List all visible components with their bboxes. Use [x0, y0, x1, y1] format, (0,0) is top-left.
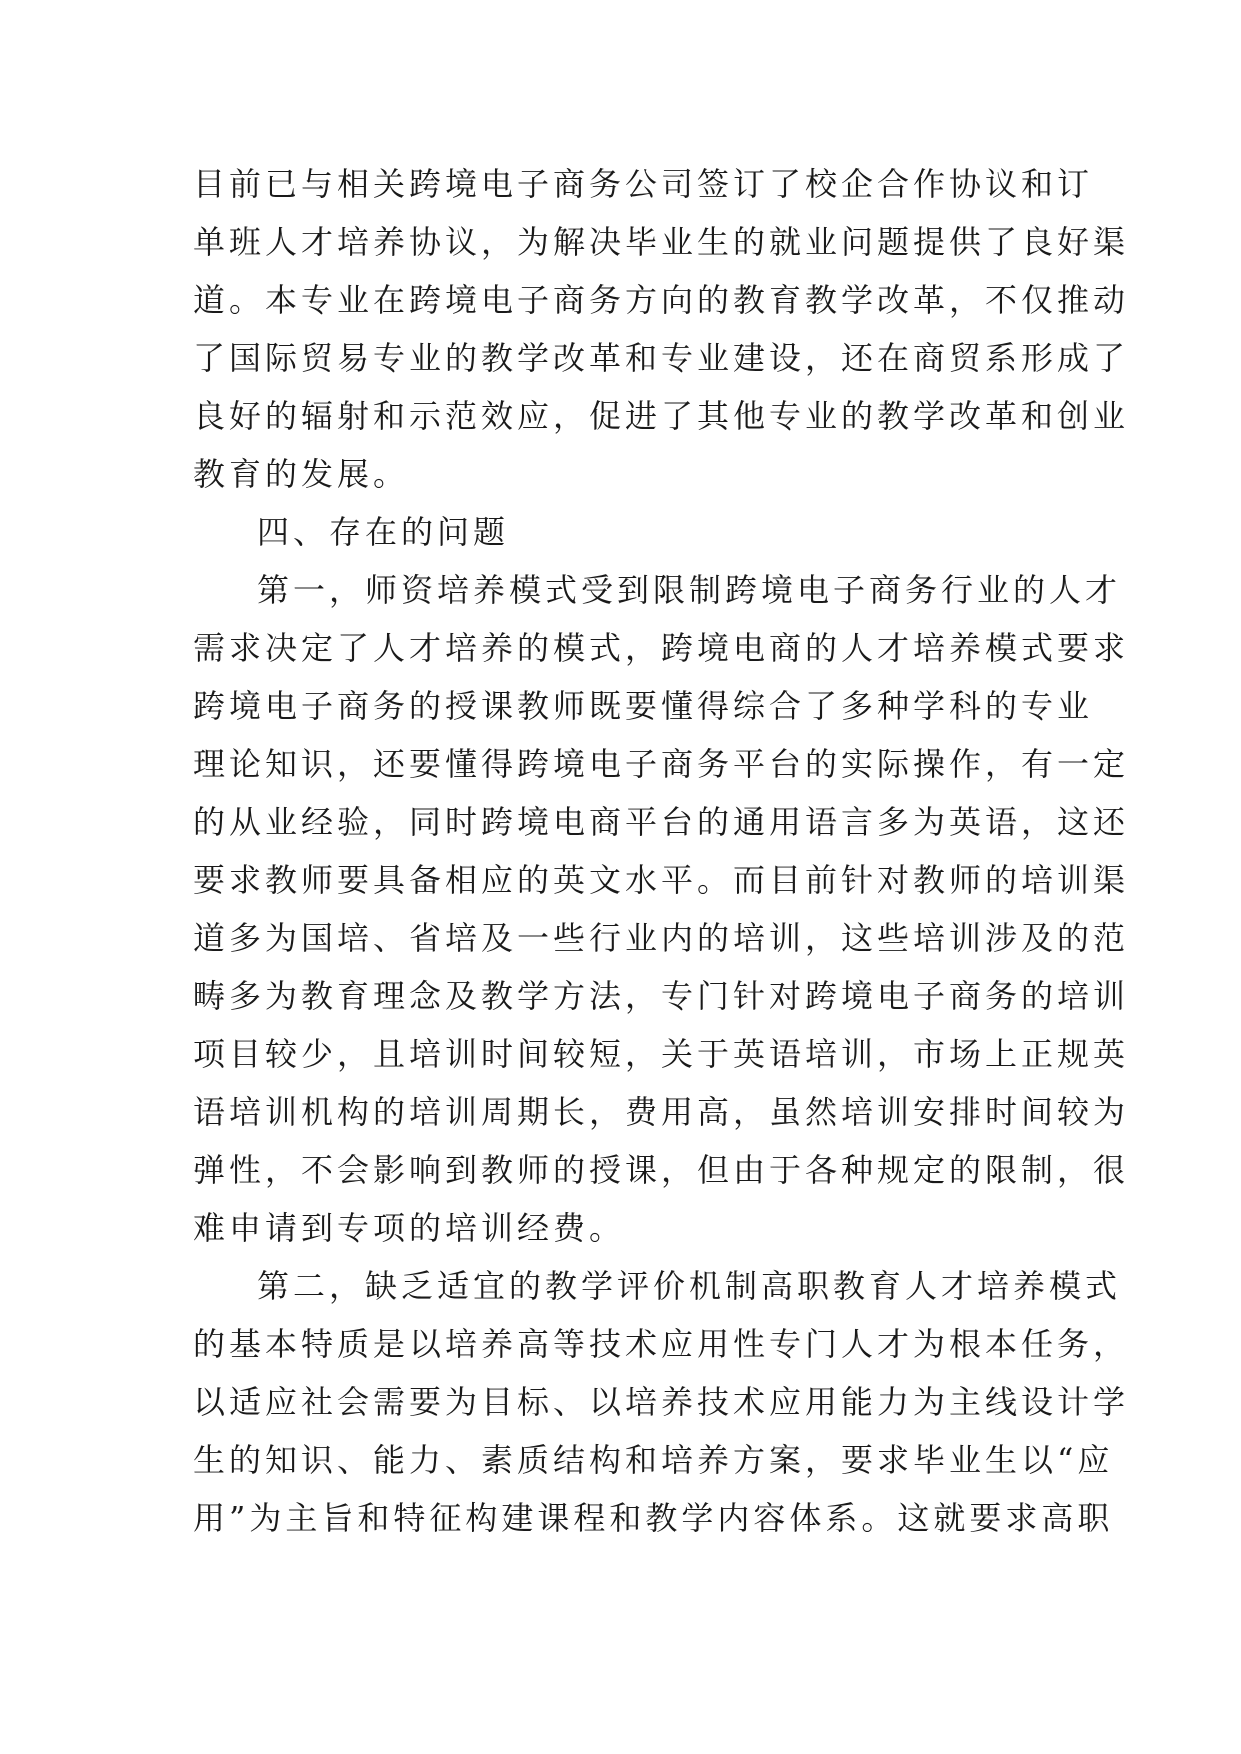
text-line: 了国际贸易专业的教学改革和专业建设，还在商贸系形成了 [193, 339, 1130, 377]
text-line: 单班人才培养协议，为解决毕业生的就业问题提供了良好渠 [193, 223, 1130, 261]
section-heading: 四、存在的问题 [257, 513, 510, 551]
text-line: 需求决定了人才培养的模式，跨境电商的人才培养模式要求 [193, 629, 1130, 667]
text-line: 难申请到专项的培训经费。 [193, 1209, 626, 1247]
text-line: 理论知识，还要懂得跨境电子商务平台的实际操作，有一定 [193, 745, 1130, 783]
text-line: 教育的发展。 [193, 455, 410, 493]
paragraph-start: 第一，师资培养模式受到限制跨境电子商务行业的人才 [257, 571, 1122, 609]
text-line: 良好的辐射和示范效应，促进了其他专业的教学改革和创业 [193, 397, 1130, 435]
text-line: 跨境电子商务的授课教师既要懂得综合了多种学科的专业 [193, 687, 1094, 725]
text-line: 目前已与相关跨境电子商务公司签订了校企合作协议和订 [193, 165, 1094, 203]
text-line: 语培训机构的培训周期长，费用高，虽然培训安排时间较为 [193, 1093, 1130, 1131]
text-line: 项目较少，且培训时间较短，关于英语培训，市场上正规英 [193, 1035, 1130, 1073]
document-body [193, 155, 1130, 1547]
text-line: 弹性，不会影响到教师的授课，但由于各种规定的限制，很 [193, 1151, 1130, 1189]
text-line: 用”为主旨和特征构建课程和教学内容体系。这就要求高职 [193, 1499, 1114, 1537]
text-line: 畴多为教育理念及教学方法，专门针对跨境电子商务的培训 [193, 977, 1130, 1015]
text-line: 的基本特质是以培养高等技术应用性专门人才为根本任务， [193, 1325, 1130, 1363]
paragraph-start: 第二，缺乏适宜的教学评价机制高职教育人才培养模式 [257, 1267, 1122, 1305]
text-line: 道多为国培、省培及一些行业内的培训，这些培训涉及的范 [193, 919, 1130, 957]
text-line: 的从业经验，同时跨境电商平台的通用语言多为英语，这还 [193, 803, 1130, 841]
text-line: 以适应社会需要为目标、以培养技术应用能力为主线设计学 [193, 1383, 1130, 1421]
text-line: 生的知识、能力、素质结构和培养方案，要求毕业生以“应 [193, 1441, 1114, 1479]
text-line: 道。本专业在跨境电子商务方向的教育教学改革，不仅推动 [193, 281, 1130, 319]
text-line: 要求教师要具备相应的英文水平。而目前针对教师的培训渠 [193, 861, 1130, 899]
